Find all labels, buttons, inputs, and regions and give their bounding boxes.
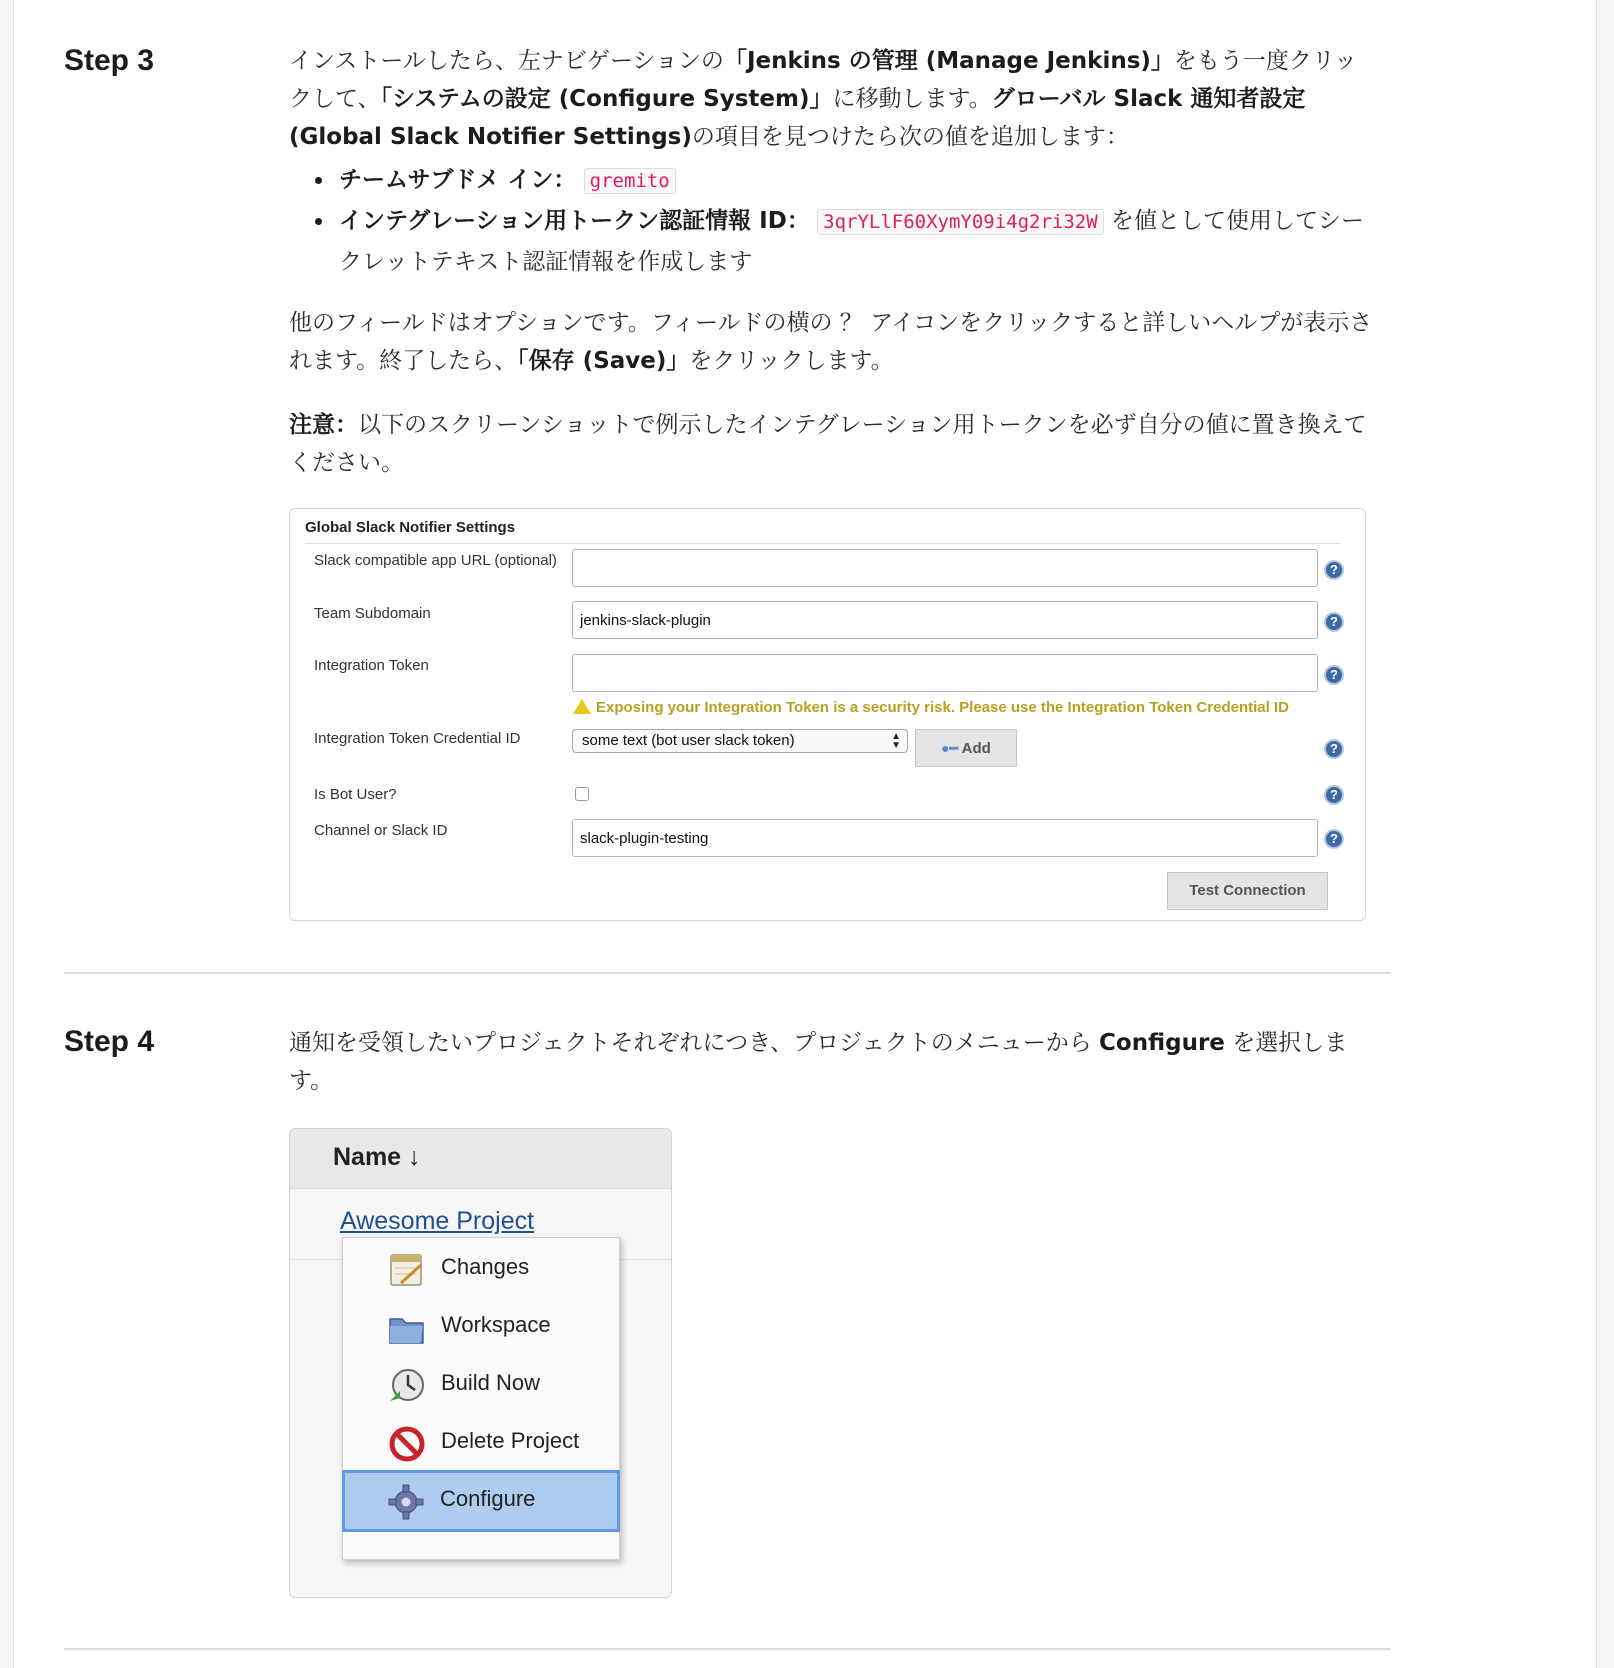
project-context-menu [342,1237,620,1560]
page [13,0,1597,1668]
values-list [309,160,1374,282]
channel-label: Channel or Slack ID [314,822,448,839]
name-column-header[interactable]: Name ↓ [333,1143,421,1171]
app-url-input[interactable] [572,549,1318,587]
integration-token-input[interactable] [572,654,1318,692]
no-entry-icon [387,1425,427,1463]
step-3-intro: インストールしたら、左ナビゲーションの「Jenkins の管理 (Manage Jenkins)」をもう一度クリックして、「システムの設定 (Configure System)」に移動します。グローバル Slack 通知者設定 (Global Slack Notifier Settings)の項目を見つけたら次の値を追加します： [289,48,1357,150]
team-subdomain-label: Team Subdomain [314,605,431,622]
global-slack-notifier-settings-panel [289,508,1366,921]
step-3-note: 注意：以下のスクリーンショットで例示したインテグレーション用トークンを必ず自分の値に置き換えてください。 [289,412,1367,476]
divider [305,543,1340,544]
team-subdomain-input[interactable] [572,601,1318,639]
menu-item-configure[interactable]: Configure [342,1470,620,1532]
menu-item-delete-project[interactable]: Delete Project [343,1412,619,1472]
key-icon: ●━ [941,740,959,756]
team-subdomain-code: gremito [584,168,676,194]
channel-input[interactable] [572,819,1318,857]
help-icon[interactable]: ? [1324,665,1344,685]
help-icon[interactable]: ? [1324,829,1344,849]
folder-icon [387,1309,427,1347]
add-credential-button[interactable]: ●━ Add [915,729,1017,767]
gear-icon [386,1483,426,1521]
bot-user-label: Is Bot User? [314,786,397,803]
test-connection-button[interactable]: Test Connection [1167,872,1328,910]
token-warning: Exposing your Integration Token is a security risk. Please use the Integration Token Credential ID [573,699,1289,716]
help-icon[interactable]: ? [1324,612,1344,632]
menu-item-workspace[interactable]: Workspace [343,1296,619,1356]
step-3-label: Step 3 [64,44,155,77]
settings-title: Global Slack Notifier Settings [305,519,516,536]
step-4-label: Step 4 [64,1025,155,1058]
project-link[interactable]: Awesome Project [340,1207,535,1235]
bot-user-checkbox[interactable] [575,787,589,801]
credential-id-label: Integration Token Credential ID [314,730,521,747]
build-clock-icon [387,1367,427,1405]
token-id-code: 3qrYLlF60XymY09i4g2ri32W [817,209,1104,235]
help-icon[interactable]: ? [1324,785,1344,805]
notepad-icon [387,1251,427,1289]
note-label: 注意： [289,412,358,438]
app-url-label: Slack compatible app URL (optional) [314,552,557,569]
help-icon[interactable]: ? [1324,560,1344,580]
section-divider [64,1648,1391,1650]
credential-id-select[interactable]: some text (bot user slack token) ▲ ▼ [572,729,908,753]
list-item: インテグレーション用トークン認証情報 ID： 3qrYLlF60XymY09i4g2ri32W を値として使用してシークレットテキスト認証情報を作成します [309,201,1374,282]
step-4-body [289,1024,1374,1126]
step-3-body [289,42,1374,508]
menu-item-build-now[interactable]: Build Now [343,1354,619,1414]
select-arrows-icon: ▲ ▼ [891,731,901,751]
project-list-panel [289,1128,672,1598]
help-icon[interactable]: ? [1324,739,1344,759]
step-4-text: 通知を受領したいプロジェクトそれぞれにつき、プロジェクトのメニューから Configure を選択します。 [289,1030,1348,1094]
step-3-help-text: 他のフィールドはオプションです。フィールドの横の ？ アイコンをクリックすると詳しいヘルプが表示されます。終了したら、「保存 (Save)」をクリックします。 [289,310,1373,374]
menu-item-changes[interactable]: Changes [343,1238,619,1298]
warning-icon [573,699,591,714]
list-item: チームサブドメ イン： gremito [309,160,1374,201]
integration-token-label: Integration Token [314,657,429,674]
section-divider [64,972,1391,974]
